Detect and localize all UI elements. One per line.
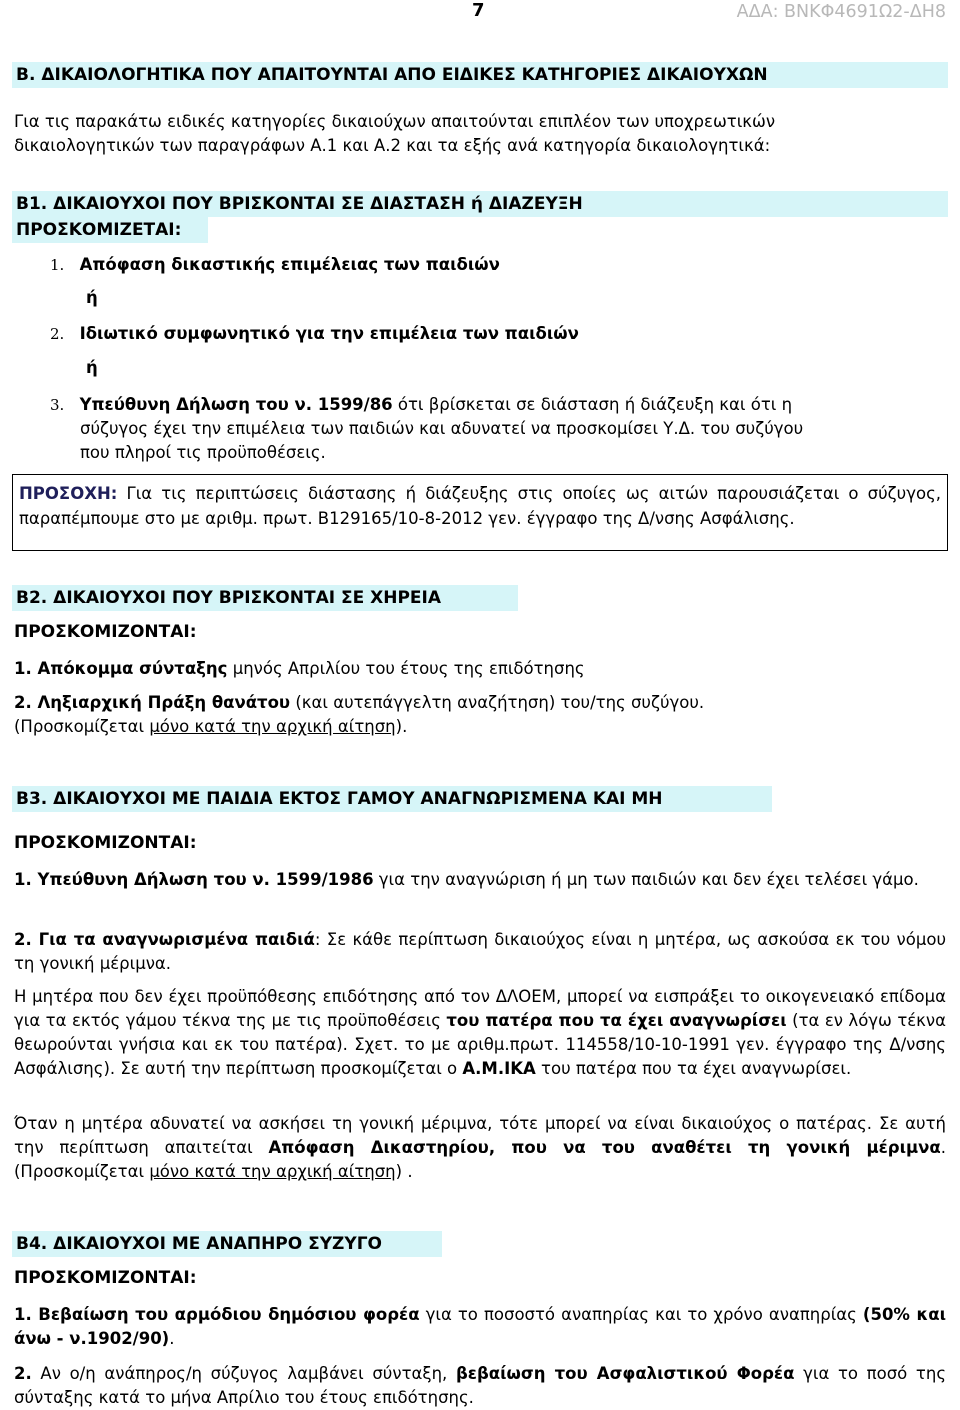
b2-item2-line2-pre: (Προσκομίζεται (14, 717, 150, 736)
b3-item1 (14, 868, 946, 892)
b3-para1-c: του πατέρα που τα έχει αναγνωρίσει. (535, 1059, 852, 1078)
b1-item2-number: 2. (50, 325, 65, 343)
b3-item1-rest: για την αναγνώριση ή μη των παιδιών και δεν έχει τελέσει γάμο. (373, 870, 919, 889)
b2-subtitle: ΠΡΟΣΚΟΜΙΖΟΝΤΑΙ: (14, 622, 197, 642)
ada-code: ΑΔΑ: ΒΝΚΦ4691Ω2-ΔΗ8 (736, 2, 946, 22)
b1-notice-box (12, 474, 948, 551)
section-b-title: Β. ΔΙΚΑΙΟΛΟΓΗΤΙΚΑ ΠΟΥ ΑΠΑΙΤΟΥΝΤΑΙ ΑΠΟ ΕΙΔΙΚΕΣ ΚΑΤΗΓΟΡΙΕΣ ΔΙΚΑΙΟΥΧΩΝ (12, 62, 948, 88)
b3-item2 (14, 928, 946, 976)
b1-or-2: ή (86, 358, 98, 377)
b1-subtitle: ΠΡΟΣΚΟΜΙΖΕΤΑΙ: (12, 217, 208, 243)
b2-item1-bold: 1. Απόκομμα σύνταξης (14, 659, 228, 678)
b1-notice-text: Για τις περιπτώσεις διάστασης ή διάζευξης στις οποίες ως αιτών παρουσιάζεται ο σύζυγος, παραπέμπουμε στο με αριθμ. πρωτ. Β129165/10-8-2012 γεν. έγγραφο της Δ/νσης Ασφάλισης. (19, 484, 941, 528)
b4-item2-number: 2. (14, 1364, 32, 1383)
section-b-intro-line2: δικαιολογητικών των παραγράφων Α.1 και Α.2 και τα εξής ανά κατηγορία δικαιολογητικά: (14, 136, 771, 155)
b3-item1-bold: 1. Υπεύθυνη Δήλωση του ν. 1599/1986 (14, 870, 374, 889)
b3-para2-bold: Απόφαση Δικαστηρίου, που να του αναθέτει τη γονική μέριμνα (268, 1138, 941, 1157)
b3-title: Β3. ΔΙΚΑΙΟΥΧΟΙ ΜΕ ΠΑΙΔΙΑ ΕΚΤΟΣ ΓΑΜΟΥ ΑΝΑΓΝΩΡΙΣΜΕΝΑ ΚΑΙ ΜΗ (12, 786, 772, 812)
b2-item2 (14, 691, 946, 715)
b1-item3-line2: σύζυγος έχει την επιμέλεια των παιδιών και αδυνατεί να προσκομίσει Υ.Δ. του συζύγου (80, 419, 804, 438)
b1-item3-line3: που πληροί τις προϋποθέσεις. (80, 443, 326, 462)
b1-title: Β1. ΔΙΚΑΙΟΥΧΟΙ ΠΟΥ ΒΡΙΣΚΟΝΤΑΙ ΣΕ ΔΙΑΣΤΑΣΗ ή ΔΙΑΖΕΥΞΗ (12, 191, 948, 217)
b2-item2-line2 (14, 715, 946, 739)
b4-item2 (14, 1362, 946, 1410)
b3-para2-c: ) . (395, 1162, 413, 1181)
b4-item1-rest: για το ποσοστό αναπηρίας και το χρόνο αναπηρίας (419, 1305, 863, 1324)
b4-item1-bold: 1. Βεβαίωση του αρμόδιου δημόσιου φορέα (14, 1305, 420, 1324)
b4-item2-rest: Αν ο/η ανάπηρος/η σύζυγος λαμβάνει σύνταξη, (31, 1364, 456, 1383)
b3-paragraph-1 (14, 985, 946, 1081)
b4-subtitle: ΠΡΟΣΚΟΜΙΖΟΝΤΑΙ: (14, 1268, 197, 1288)
b3-item2-rest: : Σε κάθε περίπτωση δικαιούχος είναι η μητέρα, ως ασκούσα εκ του νόμου τη γονική μέριμνα. (14, 930, 946, 973)
b3-para1-b: (τα εν λόγω τέκνα θεωρούνται γνήσια και εκ του πατέρα). Σχετ. το με αριθμ.πρωτ. 114558/10-10-1991 γεν. έγγραφο της Δ/νσης Ασφάλισης). Σε αυτή την περίπτωση προσκομίζεται ο (14, 1011, 947, 1078)
b2-title: Β2. ΔΙΚΑΙΟΥΧΟΙ ΠΟΥ ΒΡΙΣΚΟΝΤΑΙ ΣΕ ΧΗΡΕΙΑ (12, 585, 518, 611)
b3-para2-b: . (Προσκομίζεται (14, 1138, 947, 1181)
b4-item2-end: για το ποσό της σύνταξης κατά το μήνα Απρίλιο του έτους επιδότησης. (14, 1364, 947, 1407)
b1-item2 (50, 322, 579, 346)
b3-item2-bold: 2. Για τα αναγνωρισμένα παιδιά (14, 930, 315, 949)
b3-para2-underlined: μόνο κατά την αρχική αίτηση (149, 1162, 396, 1181)
section-b-intro-line1: Για τις παρακάτω ειδικές κατηγορίες δικαιούχων απαιτούνται επιπλέον των υποχρεωτικών (14, 112, 776, 131)
b2-item1 (14, 657, 946, 681)
b1-item3-rest: ότι βρίσκεται σε διάσταση ή διάζευξη και ότι η (392, 395, 793, 414)
b4-item1-end: . (169, 1329, 175, 1348)
b4-item1-bold2: (50% και άνω - ν.1902/90) (14, 1305, 946, 1348)
b2-item2-rest: (και αυτεπάγγελτη αναζήτηση) του/της συζύγου. (290, 693, 705, 712)
b4-item2-bold: βεβαίωση του Ασφαλιστικού Φορέα (455, 1364, 795, 1383)
b2-item2-line2-post: ). (395, 717, 408, 736)
b1-item1-number: 1. (50, 256, 65, 274)
page-number: 7 (472, 0, 485, 21)
b1-notice-label: ΠΡΟΣΟΧΗ: (19, 484, 118, 503)
b2-item2-line2-underlined: μόνο κατά την αρχική αίτηση (149, 717, 396, 736)
b1-item3 (50, 393, 946, 417)
b3-paragraph-2 (14, 1112, 946, 1184)
b1-item2-text: Ιδιωτικό συμφωνητικό για την επιμέλεια των παιδιών (79, 324, 579, 343)
b3-para1-bold: του πατέρα που τα έχει αναγνωρίσει (446, 1011, 787, 1030)
b4-title: Β4. ΔΙΚΑΙΟΥΧΟΙ ΜΕ ΑΝΑΠΗΡΟ ΣΥΖΥΓΟ (12, 1231, 442, 1257)
b1-item1-text: Απόφαση δικαστικής επιμέλειας των παιδιών (79, 255, 500, 274)
b3-para1-a: Η μητέρα που δεν έχει προϋπόθεσης επιδότησης από τον ΔΛΟΕΜ, μπορεί να εισπράξει το οικογενειακό επίδομα για τα εκτός γάμου τέκνα της με τις προϋποθέσεις (14, 987, 946, 1030)
b2-item1-rest: μηνός Απριλίου του έτους της επιδότησης (227, 659, 585, 678)
b1-item3-bold: Υπεύθυνη Δήλωση του ν. 1599/86 (79, 395, 393, 414)
b2-item2-bold: 2. Ληξιαρχική Πράξη θανάτου (14, 693, 291, 712)
b3-para2-a: Όταν η μητέρα αδυνατεί να ασκήσει τη γονική μέριμνα, τότε μπορεί να είναι δικαιούχος ο πατέρας. Σε αυτή την περίπτωση απαιτείται (14, 1114, 946, 1157)
b1-or-1: ή (86, 288, 98, 307)
b3-subtitle: ΠΡΟΣΚΟΜΙΖΟΝΤΑΙ: (14, 833, 197, 853)
b4-item1 (14, 1303, 946, 1351)
b1-item1 (50, 253, 500, 277)
b3-para1-bold2: Α.Μ.ΙΚΑ (462, 1059, 536, 1078)
b1-item3-number: 3. (50, 396, 65, 414)
